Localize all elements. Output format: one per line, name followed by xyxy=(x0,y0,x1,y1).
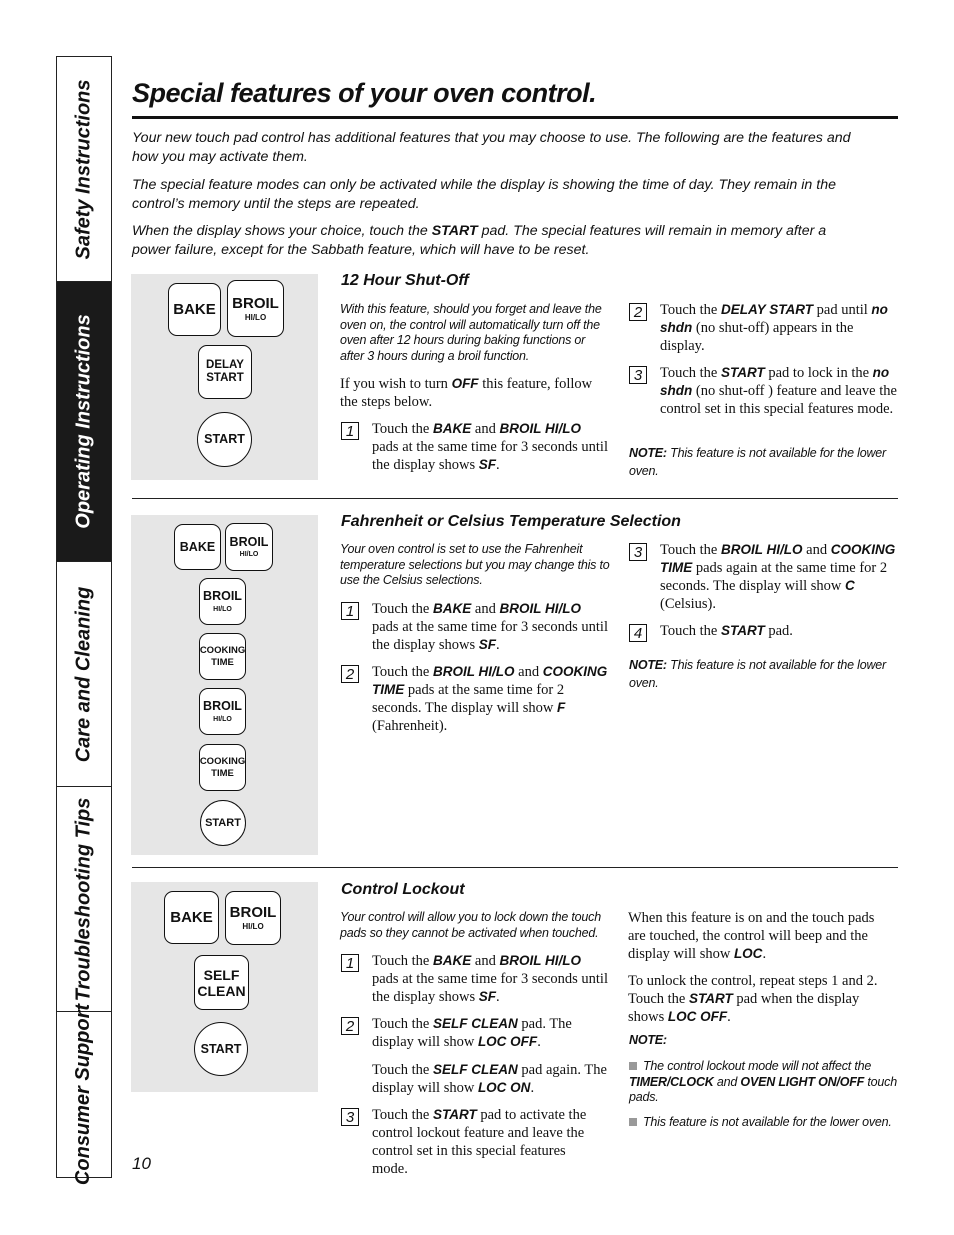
note: NOTE: This feature is not available for the lower oven. xyxy=(629,446,886,478)
intro-paragraph-1: Your new touch pad control has additional features that you may choose to use. The following are the features and how you may activate them. xyxy=(132,130,851,165)
section-intro: With this feature, should you forget and leave the oven on, the control will automatically turn off the oven after 12 hours during baking functions or after 3 hours during a broil function. xyxy=(340,302,602,363)
section-heading-temperature-selection: Fahrenheit or Celsius Temperature Selection xyxy=(341,513,681,530)
section-paragraph: If you wish to turn OFF this feature, follow the steps below. xyxy=(340,376,593,410)
broil-pad: BROIL HI/LO xyxy=(199,578,246,625)
step-number: 2 xyxy=(629,303,647,321)
side-tab-bar xyxy=(56,56,112,1186)
page-title: Special features of your oven control. xyxy=(132,78,597,108)
broil-pad: BROIL HI/LO xyxy=(227,280,284,337)
broil-pad: BROIL HI/LO xyxy=(225,891,281,945)
section-heading-control-lockout: Control Lockout xyxy=(341,881,465,898)
lockout-description: When this feature is on and the touch pads are touched, the control will beep and the display will show LOC. xyxy=(628,910,875,962)
start-pad: START xyxy=(197,412,252,467)
tab-label: Care and Cleaning xyxy=(72,586,95,762)
step-number: 2 xyxy=(341,665,359,683)
section-divider xyxy=(132,867,898,868)
keypad-illustration-temp xyxy=(131,515,318,855)
step-number: 1 xyxy=(341,954,359,972)
step-number: 1 xyxy=(341,602,359,620)
tab-safety-instructions[interactable] xyxy=(57,57,111,282)
tab-operating-instructions[interactable] xyxy=(57,282,111,562)
start-pad: START xyxy=(200,800,246,846)
step-number: 1 xyxy=(341,422,359,440)
step-number: 4 xyxy=(629,624,647,642)
section-heading-12-hour-shutoff: 12 Hour Shut-Off xyxy=(341,272,469,289)
note-bullet-2: This feature is not available for the lower oven. xyxy=(629,1115,904,1131)
step-number: 2 xyxy=(341,1017,359,1035)
cooking-time-pad: COOKING TIME xyxy=(199,633,246,680)
bullet-square-icon xyxy=(629,1118,637,1126)
start-pad: START xyxy=(194,1022,248,1076)
tab-label: Safety Instructions xyxy=(72,78,95,260)
step-number: 3 xyxy=(341,1108,359,1126)
bake-pad: BAKE xyxy=(164,891,219,944)
page-number: 10 xyxy=(132,1154,151,1173)
tab-care-and-cleaning[interactable] xyxy=(57,562,111,787)
step-number: 3 xyxy=(629,366,647,384)
intro-paragraph-3: When the display shows your choice, touch the START pad. The special features will remain in memory after a power failure, except for the Sabbath feature, which will have to be reset. xyxy=(132,223,827,258)
bake-pad: BAKE xyxy=(174,524,221,570)
section-intro: Your oven control is set to use the Fahrenheit temperature selections but you may change this to use the Celsius selections. xyxy=(340,542,610,587)
tab-label: Consumer Support xyxy=(72,1003,95,1186)
note-label: NOTE: xyxy=(629,1033,667,1047)
broil-pad: BROIL HI/LO xyxy=(225,523,273,571)
keypad-illustration-12hr xyxy=(131,274,318,480)
keypad-illustration-lockout xyxy=(131,882,318,1092)
delay-start-pad: DELAY START xyxy=(198,345,252,399)
broil-pad: BROIL HI/LO xyxy=(199,688,246,735)
unlock-instructions: To unlock the control, repeat steps 1 and 2. Touch the START pad when the display shows LOC OFF. xyxy=(628,973,878,1025)
tab-label: Operating Instructions xyxy=(72,314,95,529)
section-intro: Your control will allow you to lock down the touch pads so they cannot be activated when touched. xyxy=(340,910,601,940)
title-rule xyxy=(132,116,898,119)
note: NOTE: This feature is not available for the lower oven. xyxy=(629,658,886,690)
tab-troubleshooting-tips[interactable] xyxy=(57,787,111,1012)
step-2-continued: Touch the SELF CLEAN pad again. The display will show LOC ON. xyxy=(372,1062,607,1096)
intro-paragraph-2: The special feature modes can only be activated while the display is showing the time of day. They remain in the control’s memory until the steps are repeated. xyxy=(132,177,836,212)
tab-label: Troubleshooting Tips xyxy=(72,797,95,1001)
self-clean-pad: SELF CLEAN xyxy=(194,955,249,1010)
tab-consumer-support[interactable] xyxy=(57,1003,111,1186)
cooking-time-pad: COOKING TIME xyxy=(199,744,246,791)
bake-pad: BAKE xyxy=(168,283,221,336)
section-divider xyxy=(132,498,898,499)
bullet-square-icon xyxy=(629,1062,637,1070)
note-bullet-1: The control lockout mode will not affect the TIMER/CLOCK and OVEN LIGHT ON/OFF touch pads. xyxy=(629,1059,897,1104)
step-number: 3 xyxy=(629,543,647,561)
